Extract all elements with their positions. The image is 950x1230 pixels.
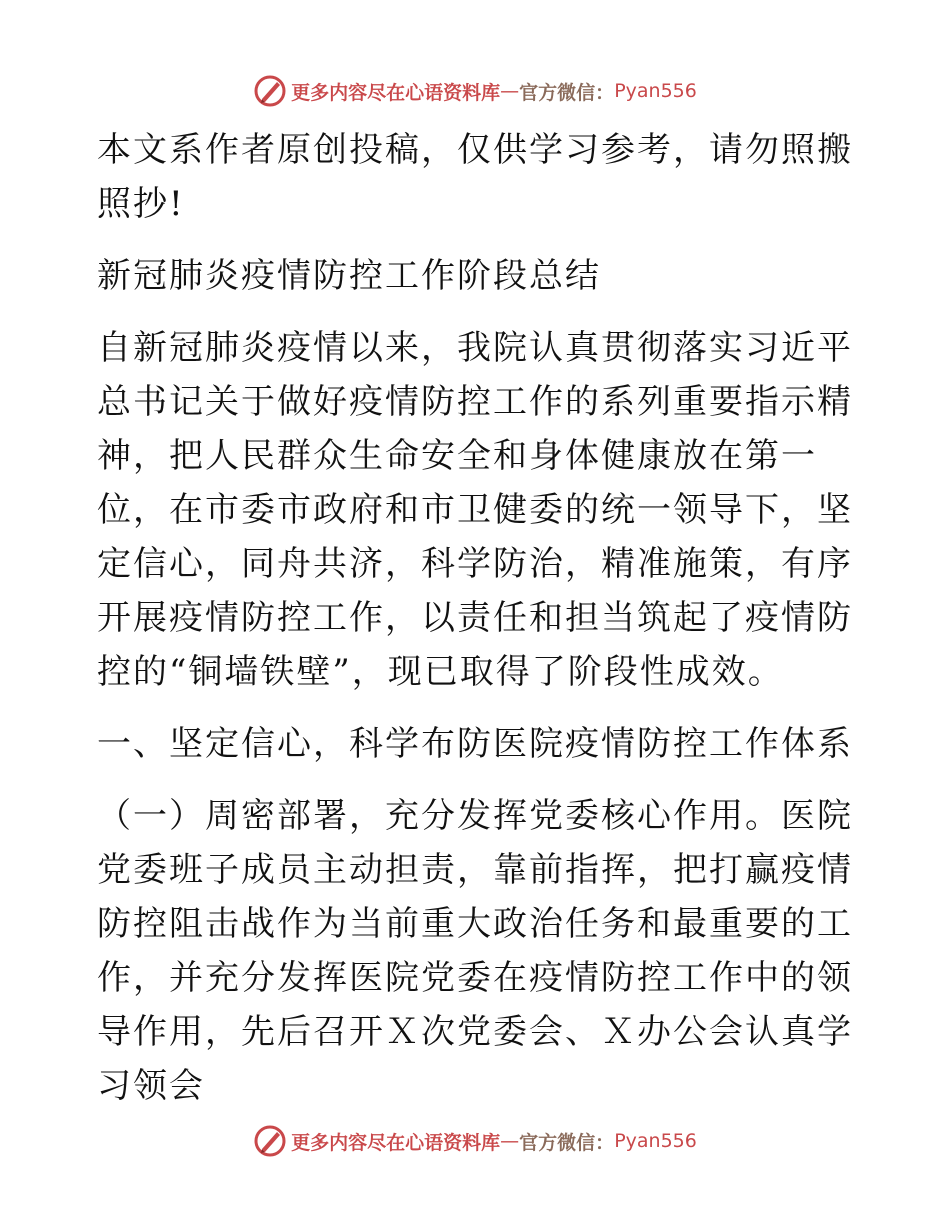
pen-logo-icon (253, 74, 287, 108)
watermark-wechat-label: 官方微信： (519, 1131, 615, 1154)
section-heading: 一、坚定信心，科学布防医院疫情防控工作体系 (97, 724, 853, 764)
document-title: 新冠肺炎疫情防控工作阶段总结 (97, 256, 601, 296)
disclaimer-text: 本文系作者原创投稿，仅供学习参考，请勿照搬照抄! (97, 130, 853, 224)
watermark-wechat-label: 官方微信： (519, 81, 615, 104)
intro-paragraph: 自新冠肺炎疫情以来，我院认真贯彻落实习近平总书记关于做好疫情防控工作的系列重要指示精神，把人民群众生命安全和身体健康放在第一位，在市委市政府和市卫健委的统一领导下，坚定信心，同舟共济，科学防治，精准施策，有序开展疫情防控工作，以责任和担当筑起了疫情防控的“铜墙铁壁”，现已取得了阶段性成效。 (97, 328, 853, 692)
watermark-separator: — (500, 1130, 520, 1152)
footer-watermark (0, 1121, 950, 1161)
header-watermark (0, 71, 950, 111)
watermark-wechat-id: Pyan556 (614, 1130, 697, 1152)
watermark-library-name: 更多内容尽在心语资料库 (291, 81, 501, 104)
pen-logo-icon (253, 1124, 287, 1158)
watermark-wechat-id: Pyan556 (614, 80, 697, 102)
watermark-library-name: 更多内容尽在心语资料库 (291, 1131, 501, 1154)
watermark-separator: — (500, 80, 520, 102)
subsection-paragraph: （一）周密部署，充分发挥党委核心作用。医院党委班子成员主动担责，靠前指挥，把打赢疫情防控阻击战作为当前重大政治任务和最重要的工作，并充分发挥医院党委在疫情防控工作中的领导作用，先后召开Ｘ次党委会、Ｘ办公会认真学习领会 (97, 796, 853, 1106)
document-body (97, 123, 857, 1113)
